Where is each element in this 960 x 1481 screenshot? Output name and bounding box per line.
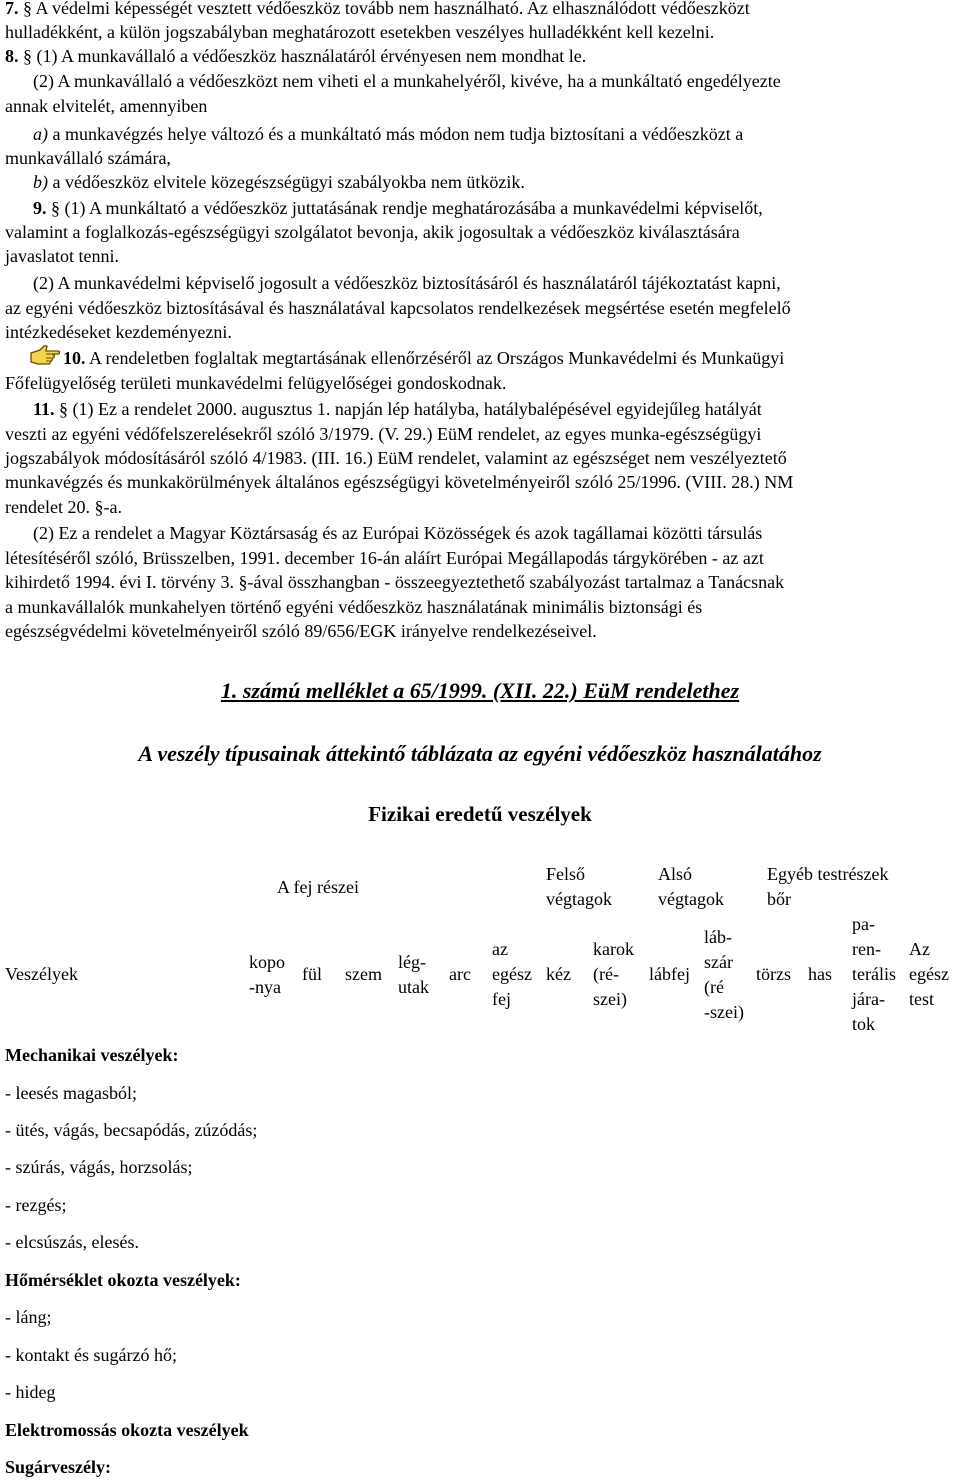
para-11-2-line-3: kihirdető 1994. évi I. törvény 3. §-ával összhangban - összeegyeztethető szabályozást tartalmaz a Tanácsnak — [5, 572, 785, 592]
para-7-line-2: hulladékként, a külön jogszabályban meghatározott esetekben veszélyes hulladékként kell kezelni. — [5, 22, 715, 42]
item-b-text: a védőeszköz elvitele közegészségügyi szabályokba nem ütközik. — [52, 172, 525, 192]
col-legutak-2: utak — [398, 977, 429, 997]
group-fej-reszei: A fej részei — [277, 877, 359, 897]
para-9-2-line-2: az egyéni védőeszköz biztosításával és használatával kapcsolatos rendelkezések megsértése esetén megfelelő — [5, 298, 791, 318]
para-8-2-line-1: (2) A munkavállaló a védőeszközt nem viheti el a munkahelyéről, kivéve, ha a munkáltató engedélyezte — [33, 71, 781, 91]
col-koponya-1: kopo — [249, 952, 285, 972]
row-lang: - láng; — [5, 1307, 52, 1327]
col-egesz-test-3: test — [909, 989, 934, 1009]
row-szuras-vagas: - szúrás, vágás, horzsolás; — [5, 1157, 193, 1177]
para-8-a-line-2: munkavállaló számára, — [5, 148, 171, 168]
para-8-a — [33, 122, 743, 146]
col-egesz-test-1: Az — [909, 939, 930, 959]
group-also-vegtagok-1: Alsó — [658, 864, 693, 884]
col-labfej: lábfej — [649, 964, 690, 984]
para-10-number: 10. — [63, 348, 86, 368]
col-legutak-1: lég- — [398, 952, 426, 972]
item-a-label: a) — [33, 124, 48, 144]
group-bor: bőr — [767, 889, 791, 909]
col-labszar-3: (ré — [704, 977, 724, 997]
row-kontakt-sugarzo-ho: - kontakt és sugárzó hő; — [5, 1345, 177, 1365]
para-8-line-1 — [5, 44, 586, 68]
para-9-2-line-1: (2) A munkavédelmi képviselő jogosult a védőeszköz biztosításáról és használatáról tájékoztatást kapni, — [33, 273, 781, 293]
col-labszar-4: -szei) — [704, 1002, 744, 1022]
annex-title: 1. számú melléklet a 65/1999. (XII. 22.) EüM rendelethez — [220, 678, 740, 703]
row-homerseklet-veszelyek: Hőmérséklet okozta veszélyek: — [5, 1270, 241, 1290]
col-arc: arc — [449, 964, 471, 984]
col-parenteralis-2: ren- — [852, 939, 881, 959]
row-leeses-magasbol: - leesés magasból; — [5, 1083, 137, 1103]
para-9-2-line-3: intézkedéseket kezdeményezni. — [5, 322, 232, 342]
para-8-1-text: § (1) A munkavállaló a védőeszköz használatáról érvényesen nem mondhat le. — [23, 46, 587, 66]
para-7-text: § A védelmi képességét vesztett védőeszköz tovább nem használható. Az elhasználódott védőeszközt — [23, 0, 750, 18]
group-egyeb-testreszek: Egyéb testrészek — [767, 864, 889, 884]
col-kez: kéz — [546, 964, 571, 984]
para-10-line-1 — [63, 346, 784, 370]
col-egesz-fej-1: az — [492, 939, 508, 959]
para-11-line-1 — [33, 397, 762, 421]
para-9-1-text: § (1) A munkáltató a védőeszköz juttatásának rendje meghatározásába a munkavédelmi képviselőt, — [51, 198, 763, 218]
group-also-vegtagok-2: végtagok — [658, 889, 724, 909]
col-has: has — [808, 964, 832, 984]
col-labszar-1: láb- — [704, 927, 732, 947]
para-11-number: 11. — [33, 399, 55, 419]
col-karok-3: szei) — [593, 989, 627, 1009]
para-7-line-1 — [5, 0, 750, 20]
para-11-line-5: rendelet 20. §-a. — [5, 497, 122, 517]
col-parenteralis-3: terális — [852, 964, 896, 984]
para-11-2-line-2: létesítéséről szóló, Brüsszelben, 1991. december 16-án aláírt Európai Megállapodás tárgykörében - az azt — [5, 548, 764, 568]
para-10-text: A rendeletben foglaltak megtartásának ellenőrzéséről az Országos Munkavédelmi és Munkaügyi — [89, 348, 785, 368]
col-egesz-fej-3: fej — [492, 989, 511, 1009]
col-parenteralis-4: jára- — [852, 989, 885, 1009]
annex-subtitle: A veszély típusainak áttekintő táblázata az egyéni védőeszköz használatához — [138, 741, 822, 766]
para-9-number: 9. — [33, 198, 47, 218]
col-torzs: törzs — [756, 964, 791, 984]
col-veszelyek: Veszélyek — [5, 964, 78, 984]
col-egesz-test-2: egész — [909, 964, 949, 984]
row-rezges: - rezgés; — [5, 1195, 67, 1215]
section-title: Fizikai eredetű veszélyek — [368, 802, 592, 826]
col-karok-1: karok — [593, 939, 634, 959]
col-labszar-2: szár — [704, 952, 733, 972]
para-11-1-text: § (1) Ez a rendelet 2000. augusztus 1. napján lép hatályba, hatálybalépésével egyidejűleg hatályát — [59, 399, 762, 419]
item-b-label: b) — [33, 172, 48, 192]
col-egesz-fej-2: egész — [492, 964, 532, 984]
para-11-line-4: munkavégzés és munkakörülmények általános egészségügyi követelményeiről szóló 25/1996. (VIII. 28.) NM — [5, 472, 794, 492]
row-hideg: - hideg — [5, 1382, 56, 1402]
row-sugarveszely: Sugárveszély: — [5, 1457, 111, 1477]
col-ful: fül — [302, 964, 322, 984]
row-elcsuszas: - elcsúszás, elesés. — [5, 1232, 139, 1252]
para-11-2-line-1: (2) Ez a rendelet a Magyar Köztársaság és az Európai Közösségek és azok tagállamai közötti társulás — [33, 523, 763, 543]
group-felso-vegtagok-1: Felső — [546, 864, 586, 884]
para-11-line-2: veszti az egyéni védőfelszerelésekről szóló 3/1979. (V. 29.) EüM rendelet, az egyes munka-egészségügyi — [5, 424, 762, 444]
para-11-2-line-4: a munkavállalók munkahelyen történő egyéni védőeszköz használatának minimális biztonsági és — [5, 597, 703, 617]
para-11-2-line-5: egészségvédelmi követelményeiről szóló 89/656/EGK irányelve rendelkezéseivel. — [5, 621, 597, 641]
item-a-text: a munkavégzés helye változó és a munkáltató más módon nem tudja biztosítani a védőeszközt a — [52, 124, 744, 144]
para-11-line-3: jogszabályok módosításáról szóló 4/1983. (III. 16.) EüM rendelet, valamint az egészséget nem veszélyeztető — [5, 448, 787, 468]
col-szem: szem — [345, 964, 382, 984]
para-9-line-2: valamint a foglalkozás-egészségügyi szolgálatot bevonja, akik jogosultak a védőeszköz kiválasztására — [5, 222, 740, 242]
para-10-line-2: Főfelügyelőség területi munkavédelmi felügyelőségei gondoskodnak. — [5, 373, 507, 393]
para-9-line-3: javaslatot tenni. — [5, 246, 119, 266]
row-utes-vagas: - ütés, vágás, becsapódás, zúzódás; — [5, 1120, 258, 1140]
para-8-number: 8. — [5, 46, 19, 66]
row-mechanikai-veszelyek: Mechanikai veszélyek: — [5, 1045, 179, 1065]
pointing-hand-icon — [30, 344, 60, 366]
para-8-2-line-2: annak elvitelét, amennyiben — [5, 96, 208, 116]
para-7-number: 7. — [5, 0, 19, 18]
col-parenteralis-5: tok — [852, 1014, 876, 1034]
col-koponya-2: -nya — [249, 977, 281, 997]
para-8-b — [33, 170, 525, 194]
col-karok-2: (ré- — [593, 964, 619, 984]
row-elektromossag-veszelyek: Elektromossás okozta veszélyek — [5, 1420, 249, 1440]
col-parenteralis-1: pa- — [852, 914, 875, 934]
group-felso-vegtagok-2: végtagok — [546, 889, 612, 909]
para-9-line-1 — [33, 196, 763, 220]
